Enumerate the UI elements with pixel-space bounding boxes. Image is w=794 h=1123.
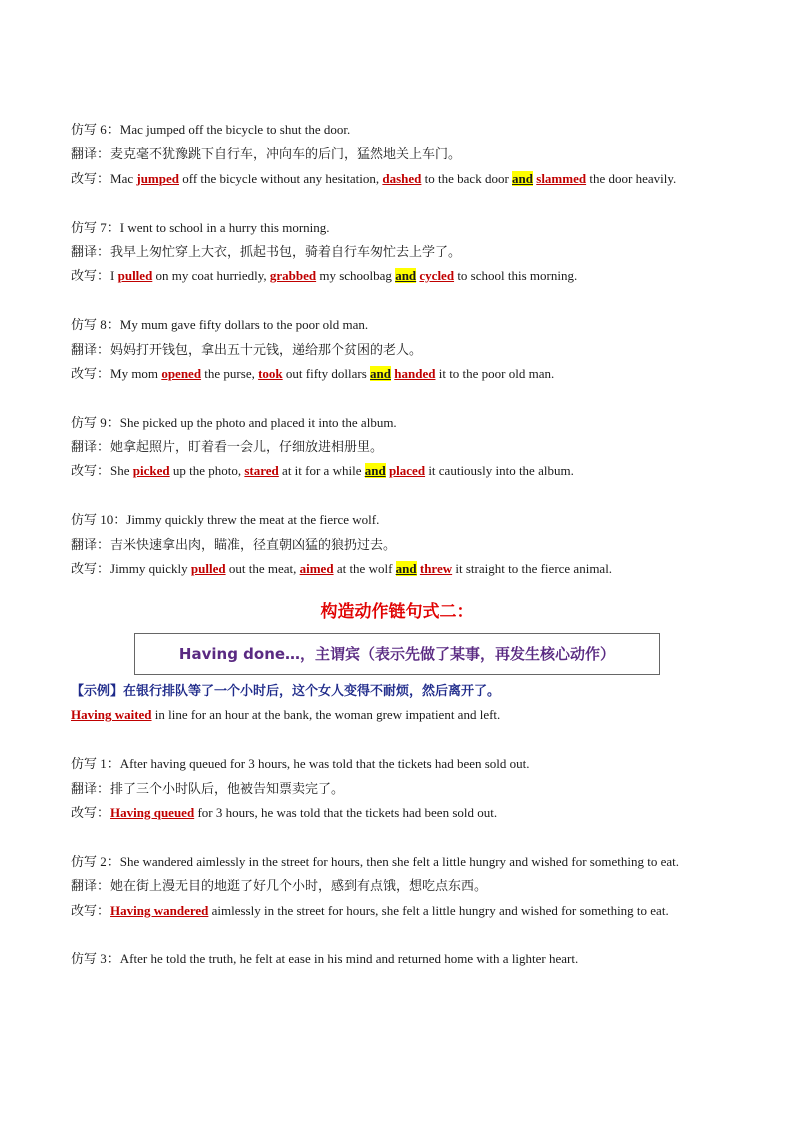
fangxie-sentence: She wandered aimlessly in the street for hours, then she felt a little hungry and wished for something to eat.	[119, 853, 679, 869]
formula-box: Having done…，主谓宾（表示先做了某事，再发生核心动作）	[134, 633, 660, 675]
conjunction-highlight: and	[512, 170, 534, 186]
fangxie-sentence: Jimmy quickly threw the meat at the fierce wolf.	[126, 512, 380, 528]
key-verb: aimed	[299, 561, 334, 577]
document-page	[71, 118, 723, 972]
plain-text: it cautiously into the album.	[425, 463, 574, 479]
fangxie-6-line	[71, 118, 723, 142]
fanyi-sentence: 麦克毫不犹豫跳下自行车，冲向车的后门，猛然地关上车门。	[110, 146, 462, 162]
gaixie-label: 改写：	[71, 365, 111, 381]
fanyi-sentence: 我早上匆忙穿上大衣，抓起书包，骑着自行车匆忙去上学了。	[110, 243, 462, 259]
key-phrase: Having waited	[71, 707, 152, 723]
plain-text: She	[110, 463, 133, 479]
s2-gaixie-2-line	[71, 899, 723, 923]
plain-text: at the wolf	[333, 561, 396, 577]
gaixie-6-line	[71, 167, 723, 191]
key-verb: pulled	[117, 268, 153, 284]
fangxie-sentence: I went to school in a hurry this morning.	[119, 219, 330, 235]
gaixie-8-line	[71, 362, 723, 386]
fangxie-label: 仿写 8：	[71, 317, 120, 333]
gaixie-sentence: for 3 hours, he was told that the tickets had been sold out.	[194, 804, 498, 820]
fanyi-8-line	[71, 338, 723, 362]
fangxie-sentence: After having queued for 3 hours, he was told that the tickets had been sold out.	[119, 756, 530, 772]
gaixie-label: 改写：	[71, 170, 111, 186]
gaixie-label: 改写：	[71, 804, 111, 820]
fangxie-label: 仿写 6：	[71, 122, 120, 137]
conjunction-highlight: and	[395, 561, 417, 577]
key-verb: handed	[394, 365, 436, 381]
key-verb: stared	[244, 463, 279, 479]
fanyi-label: 翻译：	[71, 536, 111, 552]
fangxie-8-line	[71, 313, 723, 337]
example-tag: 【示例】	[71, 683, 124, 699]
gaixie-9-line	[71, 459, 723, 483]
gaixie-sentence: aimlessly in the street for hours, she felt a little hungry and wished for something to eat.	[208, 902, 669, 918]
s2-fangxie-1-line	[71, 752, 723, 776]
fangxie-sentence: My mum gave fifty dollars to the poor old man.	[119, 317, 369, 333]
plain-text: Mac	[110, 170, 137, 186]
plain-text: the purse,	[201, 365, 259, 381]
key-verb: pulled	[190, 561, 226, 577]
key-phrase: Having wandered	[110, 902, 209, 918]
gaixie-10-line	[71, 557, 723, 581]
gaixie-label: 改写：	[71, 268, 111, 284]
key-verb: placed	[388, 463, 426, 479]
fanyi-label: 翻译：	[71, 341, 111, 357]
fanyi-label: 翻译：	[71, 439, 111, 455]
fangxie-label: 仿写 1：	[71, 756, 120, 772]
fangxie-label: 仿写 9：	[71, 414, 120, 430]
fangxie-sentence: She picked up the photo and placed it into the album.	[119, 414, 397, 430]
plain-text: on my coat hurriedly,	[152, 268, 270, 284]
plain-text: I	[110, 268, 118, 284]
fangxie-label: 仿写 2：	[71, 853, 120, 869]
key-phrase: Having queued	[110, 804, 195, 820]
key-verb: jumped	[136, 170, 179, 186]
fanyi-9-line	[71, 435, 723, 459]
example-en-text: in line for an hour at the bank, the woman grew impatient and left.	[151, 707, 501, 723]
fanyi-10-line	[71, 533, 723, 557]
fangxie-label: 仿写 10：	[71, 512, 127, 528]
key-verb: threw	[419, 561, 453, 577]
fanyi-sentence: 她拿起照片，盯着看一会儿，仔细放进相册里。	[110, 439, 384, 455]
gaixie-label: 改写：	[71, 463, 111, 479]
s2-fanyi-2-line	[71, 874, 723, 898]
fangxie-label: 仿写 7：	[71, 219, 120, 235]
plain-text: out the meat,	[225, 561, 300, 577]
fanyi-label: 翻译：	[71, 780, 111, 796]
plain-text: it straight to the fierce animal.	[452, 561, 613, 577]
fangxie-7-line	[71, 216, 723, 240]
example-line-en	[71, 703, 723, 727]
plain-text: off the bicycle without any hesitation,	[179, 170, 383, 186]
plain-text: My mom	[110, 365, 162, 381]
fanyi-sentence: 她在街上漫无目的地逛了好几个小时，感到有点饿，想吃点东西。	[110, 878, 488, 894]
key-verb: grabbed	[269, 268, 317, 284]
example-cn-text: 在银行排队等了一个小时后，这个女人变得不耐烦，然后离开了。	[123, 683, 501, 699]
plain-text: Jimmy quickly	[110, 561, 191, 577]
fanyi-sentence: 排了三个小时队后，他被告知票卖完了。	[110, 780, 345, 796]
key-verb: slammed	[536, 170, 587, 186]
key-verb: opened	[161, 365, 202, 381]
fanyi-7-line	[71, 240, 723, 264]
key-verb: cycled	[419, 268, 455, 284]
fangxie-10-line	[71, 508, 723, 532]
s2-gaixie-1-line	[71, 801, 723, 825]
plain-text: out fifty dollars	[282, 365, 371, 381]
conjunction-highlight: and	[364, 463, 386, 479]
gaixie-label: 改写：	[71, 902, 111, 918]
section-title: 构造动作链句式二：	[320, 602, 474, 623]
plain-text: it to the poor old man.	[435, 365, 555, 381]
fanyi-sentence: 吉米快速拿出肉，瞄准，径直朝凶猛的狼扔过去。	[110, 536, 397, 552]
s2-fanyi-1-line	[71, 777, 723, 801]
example-line-cn	[71, 679, 723, 703]
plain-text: my schoolbag	[316, 268, 396, 284]
s2-fangxie-2-line	[71, 850, 723, 874]
plain-text: up the photo,	[169, 463, 245, 479]
gaixie-7-line	[71, 264, 723, 288]
fanyi-label: 翻译：	[71, 146, 111, 162]
fangxie-sentence: Mac jumped off the bicycle to shut the door.	[119, 122, 351, 137]
s2-fangxie-3-line	[71, 947, 723, 971]
conjunction-highlight: and	[395, 268, 417, 284]
key-verb: picked	[132, 463, 170, 479]
fanyi-sentence: 妈妈打开钱包，拿出五十元钱，递给那个贫困的老人。	[110, 341, 423, 357]
fangxie-sentence: After he told the truth, he felt at ease in his mind and returned home with a lighter heart.	[119, 951, 579, 967]
plain-text: at it for a while	[278, 463, 365, 479]
conjunction-highlight: and	[370, 365, 392, 381]
gaixie-label: 改写：	[71, 561, 111, 577]
plain-text: to school this morning.	[454, 268, 578, 284]
fangxie-9-line	[71, 411, 723, 435]
plain-text: the door heavily.	[586, 170, 677, 186]
key-verb: dashed	[382, 170, 422, 186]
fanyi-label: 翻译：	[71, 243, 111, 259]
key-verb: took	[258, 365, 283, 381]
fangxie-label: 仿写 3：	[71, 951, 120, 967]
plain-text: to the back door	[421, 170, 513, 186]
fanyi-6-line	[71, 142, 723, 166]
fanyi-label: 翻译：	[71, 878, 111, 894]
